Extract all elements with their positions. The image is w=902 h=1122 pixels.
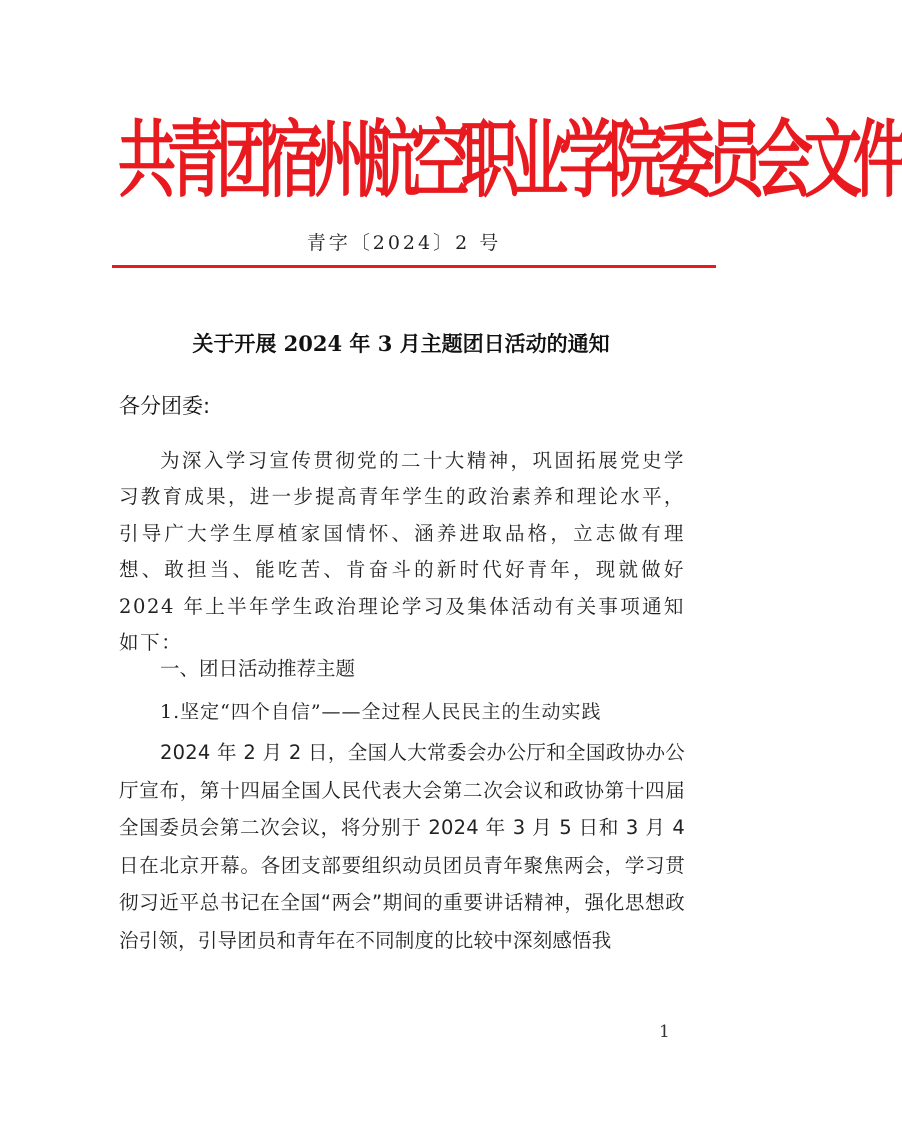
section-heading: 一、团日活动推荐主题: [160, 657, 356, 680]
sub-heading: 1.坚定“四个自信”——全过程人民民主的生动实践: [160, 701, 602, 723]
document-number: 青字〔2024〕2 号: [306, 232, 502, 254]
notice-title: 关于开展 2024 年 3 月主题团日活动的通知: [192, 331, 610, 356]
salutation: 各分团委:: [119, 394, 211, 418]
intro-paragraph: 为深入学习宣传贯彻党的二十大精神，巩固拓展党史学习教育成果，进一步提高青年学生的政治素养和理论水平，引导广大学生厚植家国情怀、涵养进取品格，立志做有理想、敢担当、能吃苦、肯奋斗的新时代好青年，现就做好 2024 年上半年学生政治理论学习及集体活动有关事项通知如下：: [119, 449, 707, 655]
masthead-title: 共青团宿州航空职业学院委员会文件: [118, 110, 902, 210]
red-header-rule: [112, 265, 716, 268]
page-number: 1: [659, 1022, 670, 1042]
body-paragraph: 2024 年 2 月 2 日，全国人大常委会办公厅和全国政协办公厅宣布，第十四届全国人民代表大会第二次会议和政协第十四届全国委员会第二次会议，将分别于 2024 年 3 月 5 日和 3 月 4 日在北京开幕。各团支部要组织动员团员青年聚焦两会，学习贯彻习近平总书记在全国“两会”期间的重要讲话精神，强化思想政治引领，引导团员和青年在不同制度的比较中深刻感悟我: [119, 741, 685, 952]
